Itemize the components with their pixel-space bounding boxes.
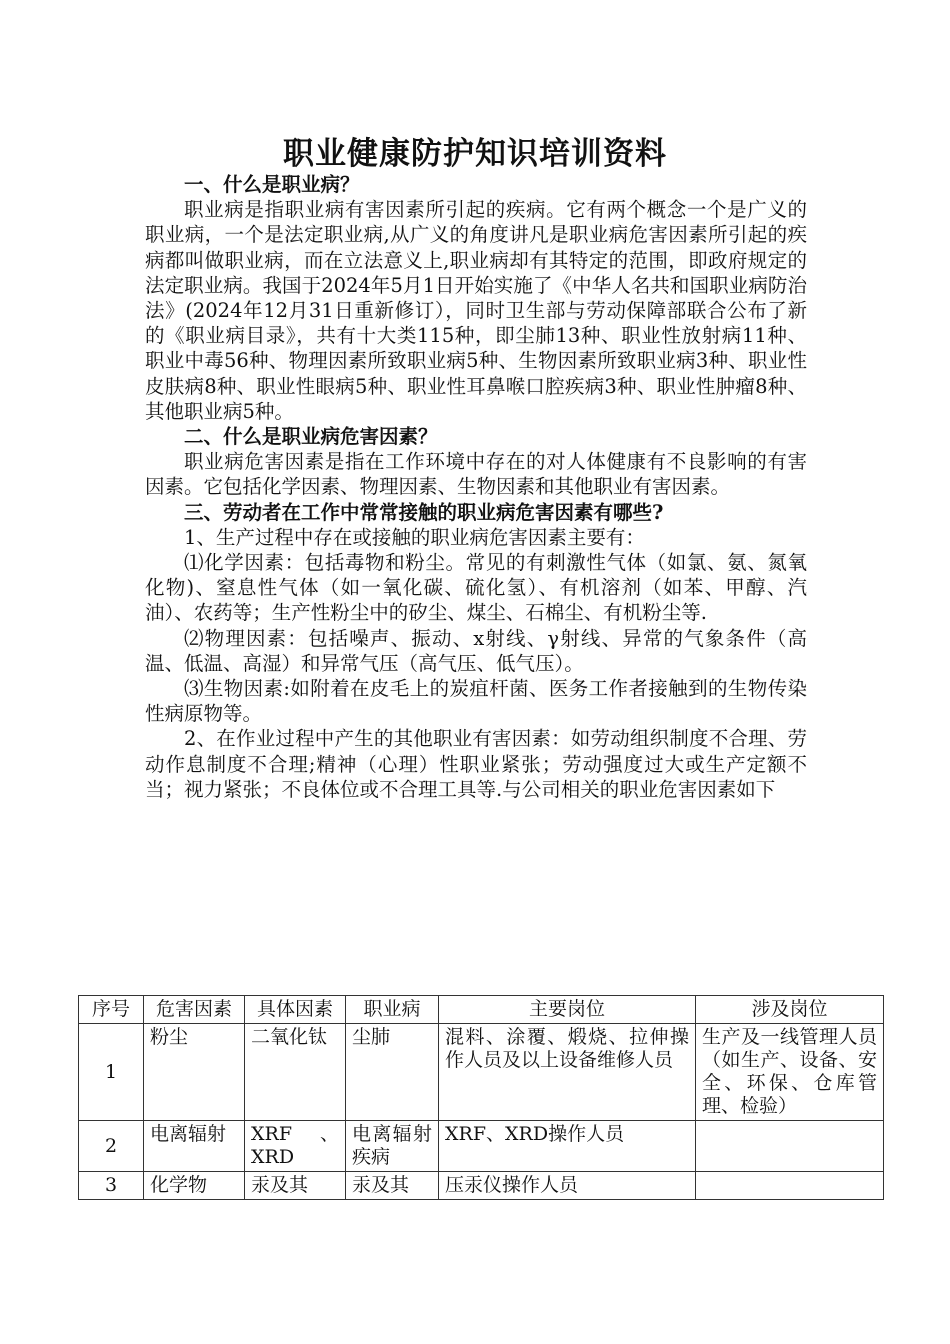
table-cell [696, 1121, 884, 1172]
table-cell: 混料、涂覆、煅烧、拉伸操作人员及以上设备维修人员 [439, 1024, 696, 1121]
section-heading: 二、什么是职业病危害因素？ [184, 425, 438, 449]
table-cell: 汞及其 [245, 1172, 346, 1200]
table-row [79, 1172, 884, 1200]
paragraph: 1、生产过程中存在或接触的职业病危害因素主要有： [184, 525, 645, 549]
hazard-table [78, 995, 884, 1200]
paragraph: ⑶生物因素:如附着在皮毛上的炭疽杆菌、医务工作者接触到的生物传染性病原物等。 [145, 677, 807, 726]
table-cell: 生产及一线管理人员（如生产、设备、安全、环保、仓库管理、检验） [696, 1024, 884, 1121]
paragraph: 2、在作业过程中产生的其他职业有害因素：如劳动组织制度不合理、劳动作息制度不合理;精神（心理）性职业紧张；劳动强度过大或生产定额不当；视力紧张；不良体位或不合理工具等.与公司相关的职业危害因素如下 [145, 727, 807, 801]
table-cell: XRF、XRD操作人员 [439, 1121, 696, 1172]
table-cell: XRF、XRD [245, 1121, 346, 1172]
table-header-row [79, 996, 884, 1024]
table-cell: 1 [79, 1024, 144, 1121]
table-cell [696, 1172, 884, 1200]
table-cell: 压汞仪操作人员 [439, 1172, 696, 1200]
document-body [145, 172, 807, 802]
table-header-cell: 职业病 [346, 996, 439, 1024]
table-header-cell: 具体因素 [245, 996, 346, 1024]
table-cell: 3 [79, 1172, 144, 1200]
table-cell: 2 [79, 1121, 144, 1172]
section-heading: 三、劳动者在工作中常常接触的职业病危害因素有哪些? [184, 500, 664, 524]
section-heading: 一、什么是职业病？ [184, 173, 360, 196]
table-cell: 粉尘 [144, 1024, 245, 1121]
paragraph: 职业病是指职业病有害因素所引起的疾病。它有两个概念一个是广义的职业病，一个是法定职业病,从广义的角度讲凡是职业病危害因素所引起的疾病都叫做职业病，而在立法意义上,职业病却有其特定的范围，即政府规定的法定职业病。我国于2024年5月1日开始实施了《中华人名共和国职业病防治法》(2024年12月31日重新修订），同时卫生部与劳动保障部联合公布了新的《职业病目录》，共有十大类115种，即尘肺13种、职业性放射病11种、职业中毒56种、物理因素所致职业病5种、生物因素所致职业病3种、职业性皮肤病8种、职业性眼病5种、职业性耳鼻喉口腔疾病3种、职业性肿瘤8种、其他职业病5种。 [145, 198, 807, 423]
paragraph: 职业病危害因素是指在工作环境中存在的对人体健康有不良影响的有害因素。它包括化学因素、物理因素、生物因素和其他职业有害因素。 [145, 450, 807, 499]
table-cell: 化学物 [144, 1172, 245, 1200]
paragraph: ⑵物理因素：包括噪声、振动、x射线、γ射线、异常的气象条件（高温、低温、高湿）和异常气压（高气压、低气压）。 [145, 626, 807, 675]
table-row [79, 1024, 884, 1121]
table-cell: 电离辐射 [144, 1121, 245, 1172]
table-header-cell: 主要岗位 [439, 996, 696, 1024]
table-cell: 尘肺 [346, 1024, 439, 1121]
document-title: 职业健康防护知识培训资料 [283, 136, 667, 172]
table-row [79, 1121, 884, 1172]
table-header-cell: 涉及岗位 [696, 996, 884, 1024]
table-cell: 二氧化钛 [245, 1024, 346, 1121]
table-cell: 电离辐射疾病 [346, 1121, 439, 1172]
table-cell: 汞及其 [346, 1172, 439, 1200]
table-header-cell: 危害因素 [144, 996, 245, 1024]
paragraph: ⑴化学因素：包括毒物和粉尘。常见的有刺激性气体（如氯、氨、氮氧化物)、窒息性气体（如一氧化碳、硫化氢）、有机溶剂（如苯、甲醇、汽油）、农药等；生产性粉尘中的矽尘、煤尘、石棉尘、有机粉尘等. [145, 551, 807, 625]
table-header-cell: 序号 [79, 996, 144, 1024]
